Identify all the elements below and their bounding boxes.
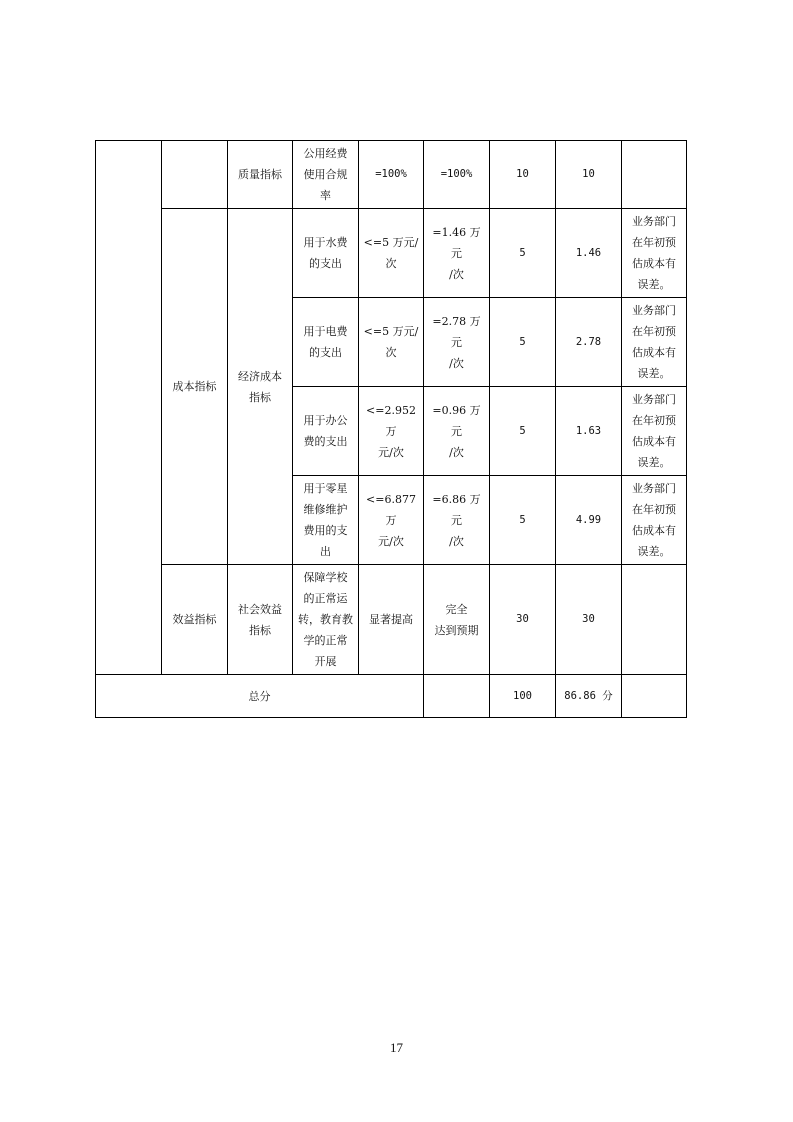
note-cell (622, 141, 687, 209)
actual-cell: 完全 达到预期 (424, 565, 490, 675)
target-cell: =100% (359, 141, 424, 209)
score-cell: 4.99 (556, 476, 622, 565)
cost-row (96, 209, 687, 298)
total-label-cell: 总分 (96, 675, 424, 718)
target-cell: <=2.952 万 元/次 (359, 387, 424, 476)
target-cell: 显著提高 (359, 565, 424, 675)
score-cell: 2.78 (556, 298, 622, 387)
level2-cell: 经济成本 指标 (228, 209, 293, 565)
note-cell: 业务部门 在年初预 估成本有 误差。 (622, 476, 687, 565)
indicator-cell: 保障学校 的正常运 转，教育教 学的正常 开展 (293, 565, 359, 675)
actual-cell: =0.96 万元 /次 (424, 387, 490, 476)
weight-cell: 10 (490, 141, 556, 209)
indicator-cell: 用于水费 的支出 (293, 209, 359, 298)
performance-table (95, 140, 687, 718)
score-cell: 1.63 (556, 387, 622, 476)
note-cell: 业务部门 在年初预 估成本有 误差。 (622, 387, 687, 476)
level2-cell: 社会效益 指标 (228, 565, 293, 675)
target-cell: <=5 万元/ 次 (359, 298, 424, 387)
total-weight-cell: 100 (490, 675, 556, 718)
weight-cell: 5 (490, 387, 556, 476)
weight-cell: 30 (490, 565, 556, 675)
total-blank-cell (424, 675, 490, 718)
weight-cell: 5 (490, 476, 556, 565)
actual-cell: =1.46 万元 /次 (424, 209, 490, 298)
score-cell: 1.46 (556, 209, 622, 298)
actual-cell: =6.86 万元 /次 (424, 476, 490, 565)
actual-cell: =100% (424, 141, 490, 209)
indicator-cell: 用于电费 的支出 (293, 298, 359, 387)
target-cell: <=6.877 万 元/次 (359, 476, 424, 565)
target-cell: <=5 万元/ 次 (359, 209, 424, 298)
quality-row (96, 141, 687, 209)
indicator-cell: 公用经费 使用合规 率 (293, 141, 359, 209)
total-row (96, 675, 687, 718)
score-cell: 30 (556, 565, 622, 675)
weight-cell: 5 (490, 298, 556, 387)
indicator-cell: 用于办公 费的支出 (293, 387, 359, 476)
total-note-cell (622, 675, 687, 718)
level1-blank-cell (96, 141, 162, 675)
note-cell: 业务部门 在年初预 估成本有 误差。 (622, 298, 687, 387)
note-cell (622, 565, 687, 675)
level2-cell: 质量指标 (228, 141, 293, 209)
page-number: 17 (390, 1040, 403, 1055)
total-score-cell: 86.86 分 (556, 675, 622, 718)
level1-blank-cell (162, 141, 228, 209)
level1-cell: 成本指标 (162, 209, 228, 565)
weight-cell: 5 (490, 209, 556, 298)
score-cell: 10 (556, 141, 622, 209)
indicator-cell: 用于零星 维修维护 费用的支 出 (293, 476, 359, 565)
note-cell: 业务部门 在年初预 估成本有 误差。 (622, 209, 687, 298)
benefit-row (96, 565, 687, 675)
actual-cell: =2.78 万元 /次 (424, 298, 490, 387)
level1-cell: 效益指标 (162, 565, 228, 675)
